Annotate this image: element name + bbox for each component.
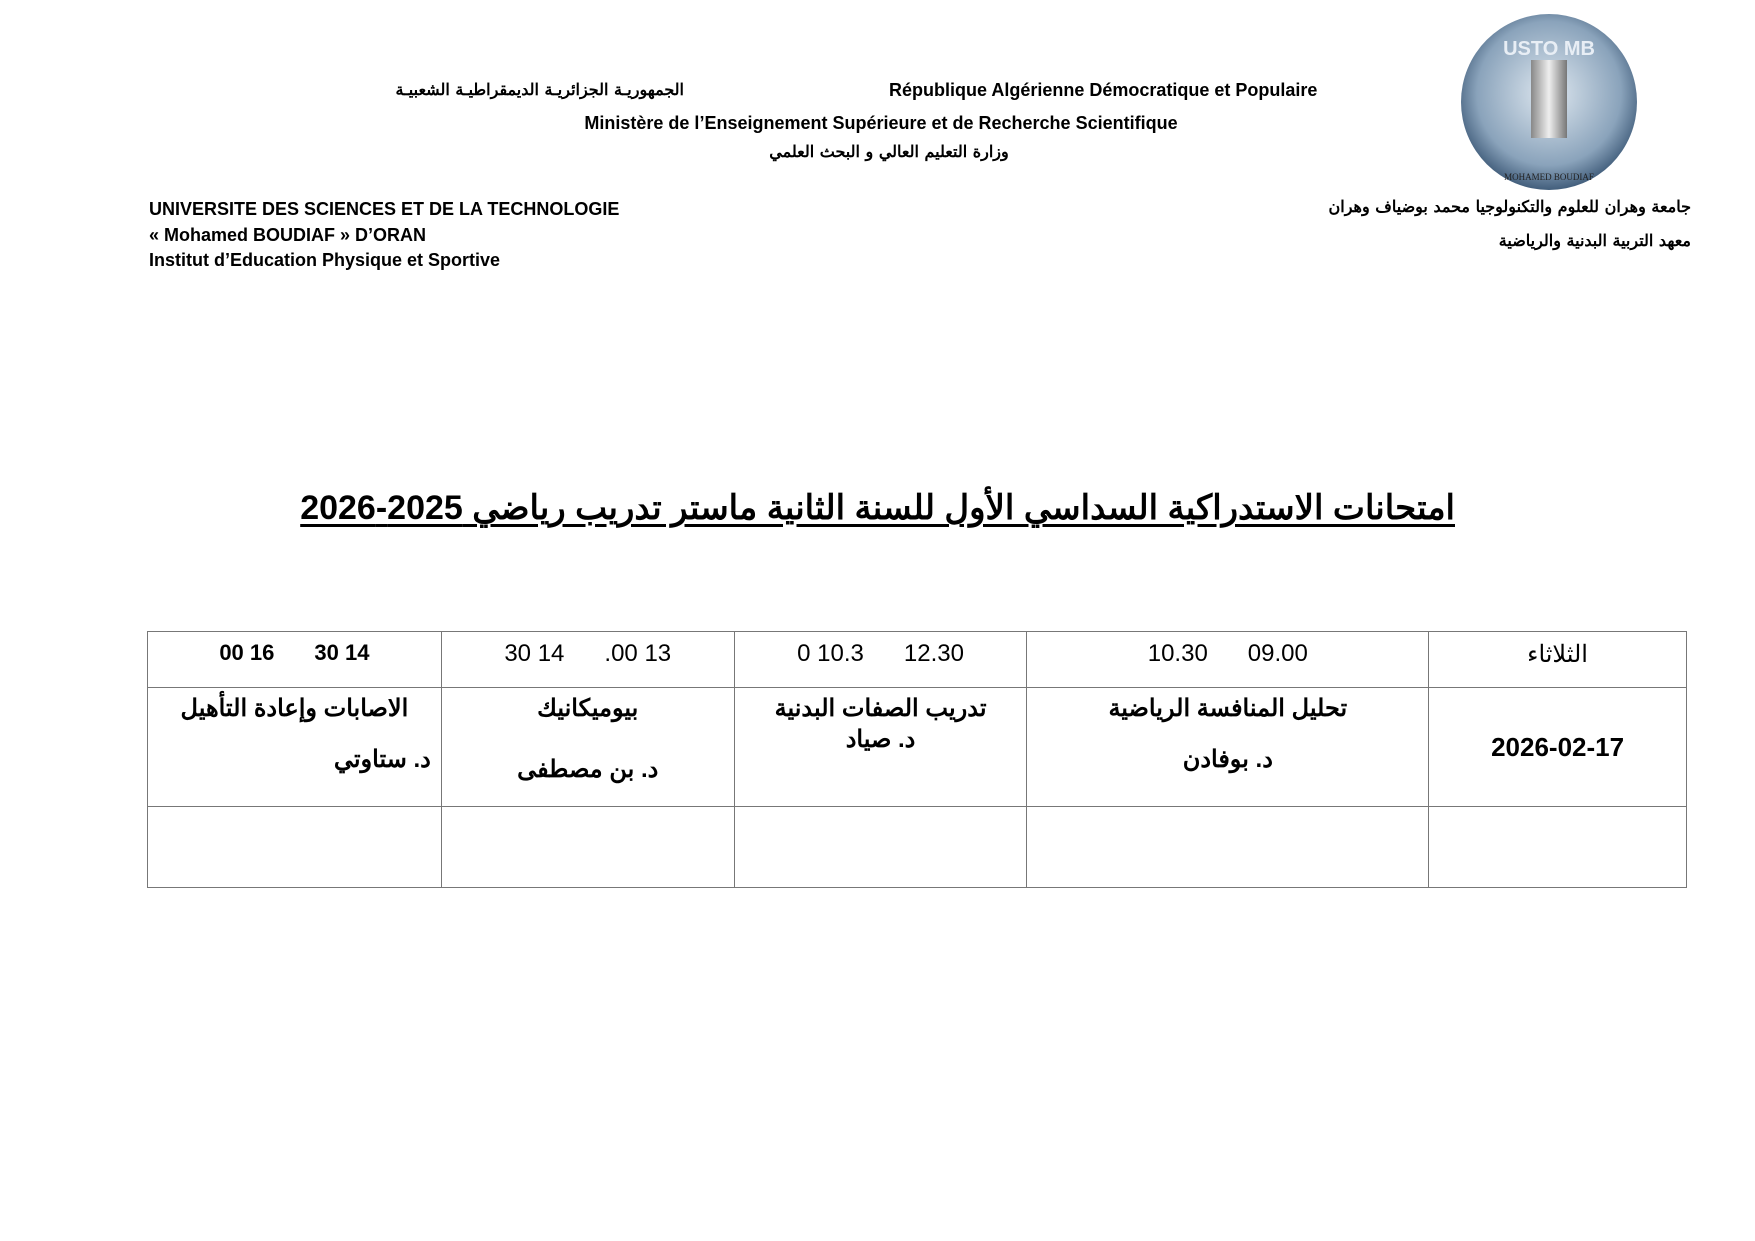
institute-fr: Institut d’Education Physique et Sportive <box>149 250 501 270</box>
university-ar: جامعة وهران للعلوم والتكنولوجيا محمد بوضياف وهران <box>1328 197 1691 216</box>
start-time: 13 00. <box>604 640 672 667</box>
end-time: 14 30 <box>504 640 565 667</box>
exam-date: 2026-02-17 <box>1491 731 1625 762</box>
time-cell <box>148 632 442 688</box>
republic-fr: République Algérienne Démocratique et Populaire <box>889 80 1318 100</box>
professor: د. صياد <box>845 726 916 753</box>
start-time: 10.3 0 <box>797 640 864 667</box>
day-cell <box>1429 632 1687 688</box>
table-row-times <box>148 632 1687 688</box>
empty-cell <box>1429 807 1687 888</box>
subject: بيوميكانيك <box>537 695 639 722</box>
university-logo <box>1461 14 1637 190</box>
end-time: 16 00 <box>219 640 275 665</box>
professor: د. بن مصطفى <box>517 756 659 783</box>
day-label: الثلاثاء <box>1527 641 1588 668</box>
exam-cell <box>148 688 442 807</box>
subject: تحليل المنافسة الرياضية <box>1108 695 1348 722</box>
ministry-fr: Ministère de l’Enseignement Supérieure et de Recherche Scientifique <box>584 113 1178 133</box>
empty-cell <box>1027 807 1429 888</box>
professor: د. بوفادن <box>1182 746 1273 773</box>
time-cell <box>1027 632 1429 688</box>
empty-cell <box>441 807 734 888</box>
subject: تدريب الصفات البدنية <box>774 695 987 722</box>
end-time: 12.30 <box>903 640 964 667</box>
time-cell <box>441 632 734 688</box>
building-icon <box>1531 60 1567 138</box>
logo-bottom-text: MOHAMED BOUDIAF <box>1504 172 1594 182</box>
exam-cell <box>1027 688 1429 807</box>
professor: د. ستاوتي <box>333 746 431 773</box>
university-fr-city: « Mohamed BOUDIAF » D’ORAN <box>149 225 427 245</box>
start-time: 09.00 <box>1247 640 1308 667</box>
table-row-exams <box>148 688 1687 807</box>
subject: الاصابات وإعادة التأهيل <box>180 695 409 722</box>
table-row-empty <box>148 807 1687 888</box>
exam-cell <box>734 688 1027 807</box>
page-title: امتحانات الاستدراكية السداسي الأول للسنة الثانية ماستر تدريب رياضي 2025-2026 <box>300 489 1455 527</box>
logo-title: USTO MB <box>1503 38 1595 60</box>
empty-cell <box>148 807 442 888</box>
end-time: 10.30 <box>1147 640 1208 667</box>
time-cell <box>734 632 1027 688</box>
ministry-ar: وزارة التعليم العالي و البحث العلمي <box>769 142 1009 161</box>
university-fr: UNIVERSITE DES SCIENCES ET DE LA TECHNOLOGIE <box>149 199 620 219</box>
date-cell <box>1429 688 1687 807</box>
start-time: 14 30 <box>314 640 370 665</box>
empty-cell <box>734 807 1027 888</box>
republic-ar: الجمهوريـة الجزائريـة الديمقراطيـة الشعبيـة <box>395 80 684 99</box>
exam-schedule-table <box>147 631 1687 888</box>
institute-ar: معهد التربية البدنية والرياضية <box>1498 231 1691 250</box>
exam-cell <box>441 688 734 807</box>
